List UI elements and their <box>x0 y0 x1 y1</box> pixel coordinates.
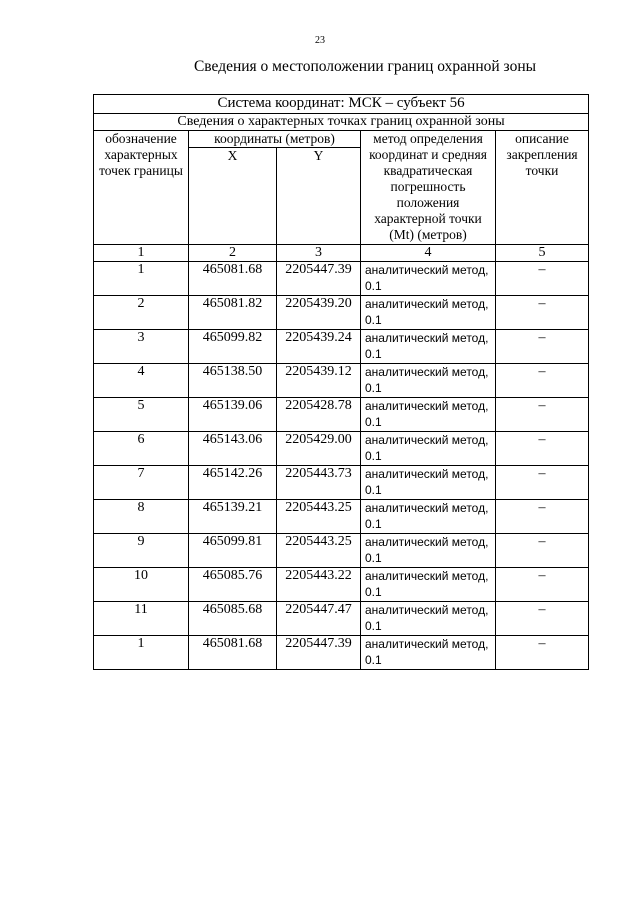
point-cell: 4 <box>94 364 189 398</box>
x-cell: 465081.82 <box>189 296 277 330</box>
x-cell: 465081.68 <box>189 636 277 670</box>
column-number: 2 <box>189 245 277 262</box>
method-cell: аналитический метод, 0.1 <box>361 364 496 398</box>
method-cell: аналитический метод, 0.1 <box>361 330 496 364</box>
point-cell: 5 <box>94 398 189 432</box>
x-cell: 465085.76 <box>189 568 277 602</box>
x-cell: 465099.81 <box>189 534 277 568</box>
y-cell: 2205428.78 <box>277 398 361 432</box>
method-cell: аналитический метод, 0.1 <box>361 466 496 500</box>
point-cell: 9 <box>94 534 189 568</box>
method-cell: аналитический метод, 0.1 <box>361 500 496 534</box>
description-cell: – <box>496 262 589 296</box>
method-cell: аналитический метод, 0.1 <box>361 432 496 466</box>
description-cell: – <box>496 466 589 500</box>
method-cell: аналитический метод, 0.1 <box>361 602 496 636</box>
table-row <box>94 602 589 636</box>
page-number: 23 <box>315 35 325 46</box>
method-cell: аналитический метод, 0.1 <box>361 636 496 670</box>
y-cell: 2205439.24 <box>277 330 361 364</box>
column-number-row <box>94 245 589 262</box>
point-cell: 7 <box>94 466 189 500</box>
column-number: 3 <box>277 245 361 262</box>
document-title: Сведения о местоположении границ охранной зоны <box>193 58 537 75</box>
point-cell: 2 <box>94 296 189 330</box>
point-cell: 6 <box>94 432 189 466</box>
description-cell: – <box>496 364 589 398</box>
y-cell: 2205443.22 <box>277 568 361 602</box>
header-x: X <box>189 148 277 245</box>
description-cell: – <box>496 500 589 534</box>
x-cell: 465142.26 <box>189 466 277 500</box>
header-method: метод определения координат и средняя квадратическая погрешность положения характерной точки (Mt) (метров) <box>361 131 496 245</box>
method-cell: аналитический метод, 0.1 <box>361 262 496 296</box>
table-row <box>94 364 589 398</box>
table-row <box>94 500 589 534</box>
column-number: 5 <box>496 245 589 262</box>
table-row <box>94 466 589 500</box>
description-cell: – <box>496 534 589 568</box>
y-cell: 2205447.39 <box>277 636 361 670</box>
y-cell: 2205447.39 <box>277 262 361 296</box>
description-cell: – <box>496 602 589 636</box>
table-row <box>94 636 589 670</box>
description-cell: – <box>496 296 589 330</box>
description-cell: – <box>496 432 589 466</box>
point-cell: 1 <box>94 636 189 670</box>
table-subheading: Сведения о характерных точках границ охранной зоны <box>94 114 589 131</box>
table-row <box>94 262 589 296</box>
header-coordinates: координаты (метров) <box>189 131 361 148</box>
description-cell: – <box>496 568 589 602</box>
point-cell: 8 <box>94 500 189 534</box>
method-cell: аналитический метод, 0.1 <box>361 534 496 568</box>
point-cell: 3 <box>94 330 189 364</box>
coordinates-table <box>93 94 589 670</box>
table-row <box>94 330 589 364</box>
x-cell: 465139.06 <box>189 398 277 432</box>
column-number: 4 <box>361 245 496 262</box>
method-cell: аналитический метод, 0.1 <box>361 296 496 330</box>
description-cell: – <box>496 330 589 364</box>
x-cell: 465099.82 <box>189 330 277 364</box>
table-row <box>94 398 589 432</box>
point-cell: 11 <box>94 602 189 636</box>
description-cell: – <box>496 398 589 432</box>
table-row <box>94 568 589 602</box>
header-designation: обозначение характерных точек границы <box>94 131 189 245</box>
x-cell: 465085.68 <box>189 602 277 636</box>
x-cell: 465138.50 <box>189 364 277 398</box>
description-cell: – <box>496 636 589 670</box>
method-cell: аналитический метод, 0.1 <box>361 398 496 432</box>
y-cell: 2205439.12 <box>277 364 361 398</box>
table-row <box>94 432 589 466</box>
header-y: Y <box>277 148 361 245</box>
y-cell: 2205443.73 <box>277 466 361 500</box>
point-cell: 10 <box>94 568 189 602</box>
x-cell: 465139.21 <box>189 500 277 534</box>
y-cell: 2205429.00 <box>277 432 361 466</box>
y-cell: 2205447.47 <box>277 602 361 636</box>
y-cell: 2205439.20 <box>277 296 361 330</box>
y-cell: 2205443.25 <box>277 534 361 568</box>
table-row <box>94 534 589 568</box>
x-cell: 465143.06 <box>189 432 277 466</box>
column-number: 1 <box>94 245 189 262</box>
method-cell: аналитический метод, 0.1 <box>361 568 496 602</box>
point-cell: 1 <box>94 262 189 296</box>
y-cell: 2205443.25 <box>277 500 361 534</box>
table-row <box>94 296 589 330</box>
x-cell: 465081.68 <box>189 262 277 296</box>
coordinate-system-row: Система координат: МСК – субъект 56 <box>94 95 589 114</box>
header-description: описание закрепления точки <box>496 131 589 245</box>
